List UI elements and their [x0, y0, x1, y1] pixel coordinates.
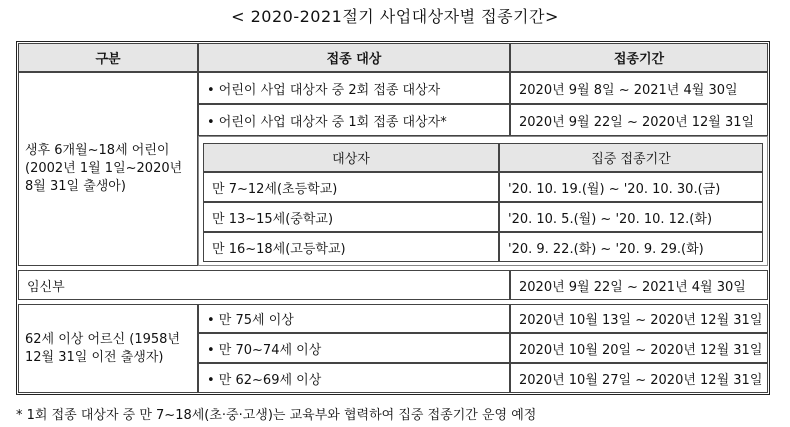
- elderly-period-3: 2020년 10월 27일 ~ 2020년 12월 31일: [510, 363, 768, 393]
- sub-target-2: 만 13~15세(중학교): [203, 202, 499, 232]
- header-period: 접종기간: [510, 43, 768, 72]
- children-period-1: 2020년 9월 8일 ~ 2021년 4월 30일: [510, 72, 768, 104]
- elderly-target-3: • 만 62~69세 이상: [198, 363, 510, 393]
- elderly-period-2: 2020년 10월 20일 ~ 2020년 12월 31일: [510, 333, 768, 363]
- sub-header-period: 집중 접종기간: [499, 143, 763, 172]
- children-period-2: 2020년 9월 22일 ~ 2020년 12월 31일: [510, 104, 768, 136]
- pregnant-period: 2020년 9월 22일 ~ 2021년 4월 30일: [510, 270, 768, 300]
- elderly-target-1: • 만 75세 이상: [198, 304, 510, 333]
- sub-target-3: 만 16~18세(고등학교): [203, 232, 499, 262]
- pregnant-label: 임신부: [18, 270, 510, 300]
- elderly-group-label: 62세 이상 어르신 (1958년 12월 31일 이전 출생자): [18, 304, 198, 393]
- sub-target-1: 만 7~12세(초등학교): [203, 172, 499, 202]
- sub-period-1: '20. 10. 19.(월) ~ '20. 10. 30.(금): [499, 172, 763, 202]
- children-target-1: • 어린이 사업 대상자 중 2회 접종 대상자: [198, 72, 510, 104]
- header-target: 접종 대상: [198, 43, 510, 72]
- sub-header-target: 대상자: [203, 143, 499, 172]
- elderly-period-1: 2020년 10월 13일 ~ 2020년 12월 31일: [510, 304, 768, 333]
- header-group: 구분: [18, 43, 198, 72]
- sub-period-3: '20. 9. 22.(화) ~ '20. 9. 29.(화): [499, 232, 763, 262]
- sub-period-2: '20. 10. 5.(월) ~ '20. 10. 12.(화): [499, 202, 763, 232]
- page-title: < 2020-2021절기 사업대상자별 접종기간>: [231, 7, 559, 26]
- children-target-2: • 어린이 사업 대상자 중 1회 접종 대상자*: [198, 104, 510, 136]
- elderly-target-2: • 만 70~74세 이상: [198, 333, 510, 363]
- footnote: * 1회 접종 대상자 중 만 7~18세(초·중·고생)는 교육부와 협력하여 집중 접종기간 운영 예정: [16, 408, 537, 423]
- children-group-label: 생후 6개월~18세 어린이 (2002년 1월 1일~2020년 8월 31일 출생아): [18, 72, 198, 266]
